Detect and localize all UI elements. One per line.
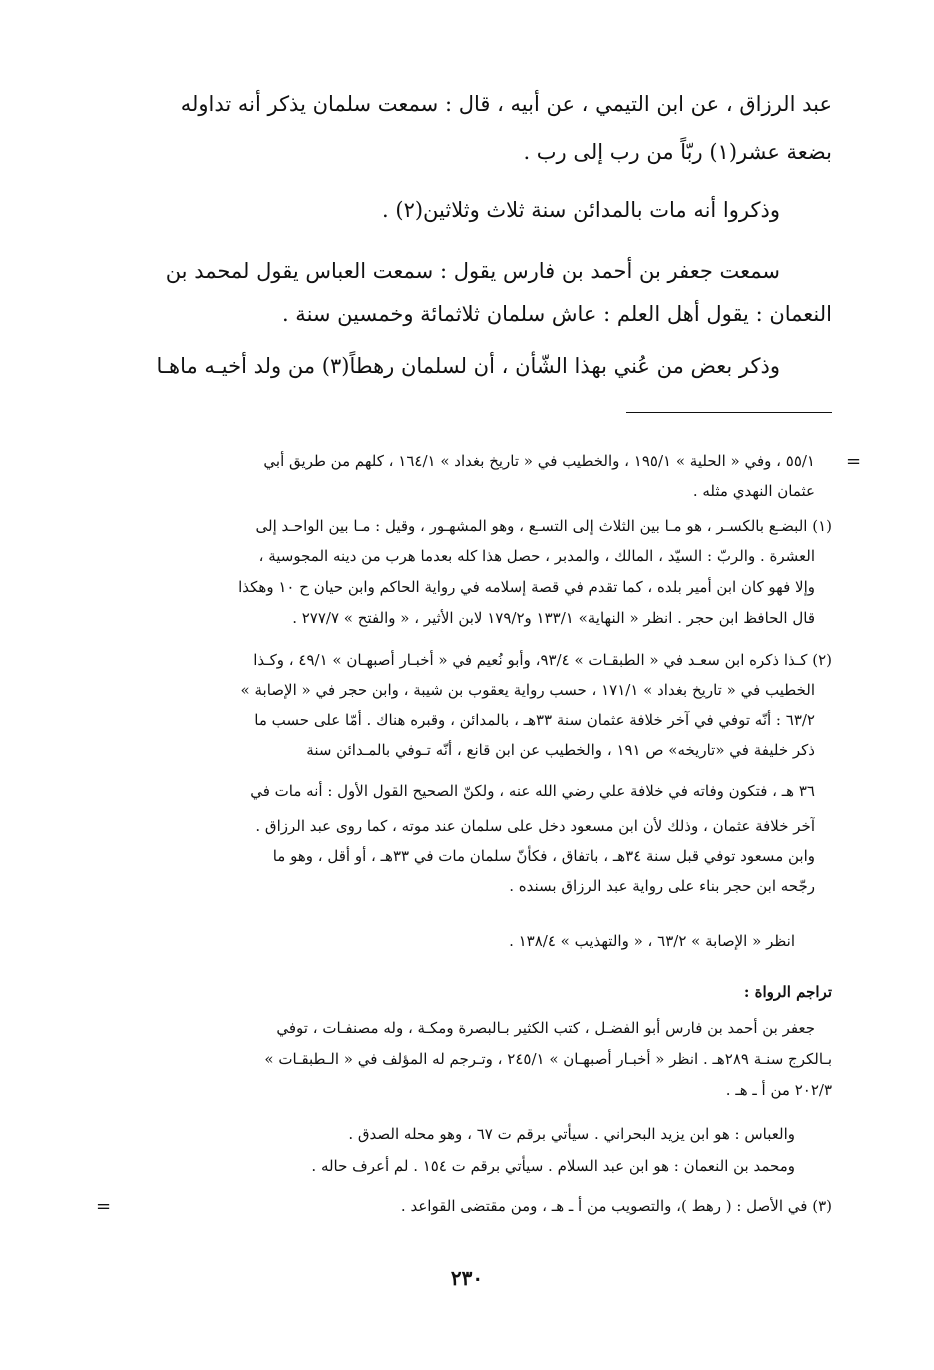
footnote-line: ٦٣/٢ : أنّه توفي في آخر خلافة عثمان سنة ٣٣هـ ، بالمدائن ، وقبره هناك . أمّا على حسب ما <box>254 711 815 729</box>
footnote-line: ٣٦ هـ ، فتكون وفاته في خلافة علي رضي الله عنه ، ولكنّ الصحيح القول الأول : أنه مات في <box>250 782 815 800</box>
footnote-line: رجّحه ابن حجر بناء على رواية عبد الرزاق بسنده . <box>509 877 815 895</box>
footnote-line: (٢) كـذا ذكره ابن سعـد في « الطبقـات » ٩٣/٤، وأبو نُعيم في « أخبـار أصبهـان » ٤٩/١ ، وكـذا <box>253 651 832 669</box>
footnote-line: عثمان النهدي مثله . <box>692 482 815 500</box>
main-text-line: بضعة عشر(١) ربّاً من رب إلى رب . <box>523 140 832 164</box>
main-text-line: وذكر بعض من عُني بهذا الشّأن ، أن لسلمان رهطاً(٣) من ولد أخيـه ماهـا <box>156 354 780 378</box>
footnote-line: وإلا فهو كان ابن أمير بلده ، كما تقدم في قصة إسلامه في رواية الحاكم وابن حيان ح ١٠ وهكذا <box>238 578 815 596</box>
main-text-line: عبد الرزاق ، عن ابن التيمي ، عن أبيه ، قال : سمعت سلمان يذكر أنه تداوله <box>180 92 832 116</box>
footnote-line: انظر « الإصابة » ٦٣/٢ ، « والتهذيب » ١٣٨/٤ . <box>509 932 795 950</box>
main-text-line: النعمان : يقول أهل العلم : عاش سلمان ثلاثمائة وخمسين سنة . <box>281 302 832 326</box>
footnote-line: آخر خلافة عثمان ، وذلك لأن ابن مسعود دخل على سلمان عند موته ، كما روى عبد الرزاق . <box>255 817 815 835</box>
footnote-line: ٥٥/١ ، وفي « الحلية » ١٩٥/١ ، والخطيب في « تاريخ بغداد » ١٦٤/١ ، كلهم من طريق أبي <box>263 452 815 470</box>
main-text-line: سمعت جعفر بن أحمد بن فارس يقول : سمعت العباس يقول لمحمد بن <box>165 259 780 283</box>
footnote-line: العشرة . والربّ : السيّد ، المالك ، والمدبر ، حصل هذا كله بعدما هرب من دينه المجوسية ، <box>258 547 815 565</box>
footnote-line: (٣) في الأصل : ( رهط )، والتصويب من أ ـ هـ ، ومن مقتضى القواعد . <box>400 1197 832 1215</box>
footnote-line: وابن مسعود توفي قبل سنة ٣٤هـ ، باتفاق ، فكأنّ سلمان مات في ٣٣هـ ، أو أقل ، وهو ما <box>272 847 815 865</box>
page-number: ٢٣٠ <box>450 1266 484 1290</box>
footnote-line: (١) البضـع بالكسـر ، هو مـا بين الثلاث إلى التسـع ، وهو المشهـور ، وقيل : مـا بين الواحـد إلى <box>255 517 832 535</box>
continuation-mark: = <box>96 1196 112 1217</box>
narrators-heading: تراجم الرواة : <box>743 983 832 1001</box>
continuation-mark: = <box>846 451 862 472</box>
footnote-line: جعفر بن أحمد بن فارس أبو الفضـل ، كتب الكثير بـالبصرة ومكـة ، وله مصنفـات ، توفي <box>276 1019 815 1037</box>
footnote-line: بـالكرج سنـة ٢٨٩هـ . انظر « أخبـار أصبهـان » ٢٤٥/١ ، وتـرجم له المؤلف في « الـطبقـات » <box>264 1050 832 1068</box>
footnote-line: والعباس : هو ابن يزيد البحراني . سيأتي برقم ت ٦٧ ، وهو محله الصدق . <box>348 1125 795 1143</box>
main-text-line: وذكروا أنه مات بالمدائن سنة ثلاث وثلاثين(٢) . <box>382 198 780 222</box>
footnote-line: قال الحافظ ابن حجر . انظر « النهاية» ١٣٣/١ و١٧٩/٢ لابن الأثير ، « والفتح » ٢٧٧/٧ . <box>292 609 815 627</box>
footnote-line: ذكر خليفة في «تاريخه» ص ١٩١ ، والخطيب عن ابن قانع ، أنّه تـوفي بالمـدائن سنة <box>306 741 815 759</box>
footnote-line: ٢٠٢/٣ من أ ـ هـ . <box>725 1081 832 1099</box>
footnote-line: ومحمد بن النعمان : هو ابن عبد السلام . سيأتي برقم ت ١٥٤ . لم أعرف حاله . <box>311 1157 795 1175</box>
footnote-separator <box>626 412 832 413</box>
footnote-line: الخطيب في « تاريخ بغداد » ١٧١/١ ، حسب رواية يعقوب بن شيبة ، وابن حجر في « الإصابة » <box>240 681 815 699</box>
